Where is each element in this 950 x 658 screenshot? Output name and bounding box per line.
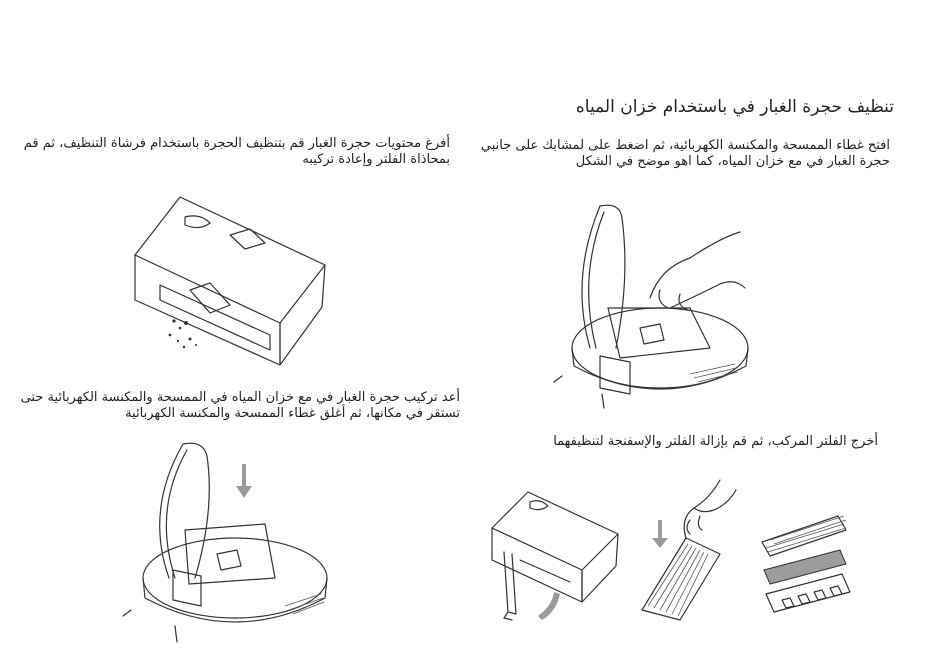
filter-parts-icon — [760, 508, 860, 618]
step-reinstall-text: أعد تركيب حجرة الغبار في مع خزان المياه في الممسحة والمكنسة الكهربائية حتى تستقر في مكانها، ثم أغلق غطاء الممسحة والمكنسة الكهربائية — [20, 390, 460, 421]
step-open-lid-text: افتح غطاء الممسحة والمكنسة الكهربائية، ثم اضغط على لمشابك على جانبي حجرة الغبار في مع خزان المياه، كما اهو موضح في الشكل — [480, 138, 890, 169]
dust-bin-empty-icon — [130, 195, 330, 355]
step-empty-bin-text: أفرغ محتويات حجرة الغبار قم بتنظيف الحجرة باستخدام فرشاة التنظيف، ثم قم بمحاذاة الفلتر وإعادة تركيبه — [23, 136, 450, 167]
robot-lid-open-hand-icon — [560, 198, 760, 410]
step-remove-filter-text: أخرج الفلتر المركب، ثم قم بإزالة الفلتر والإسفنجة لتنظيفهما — [553, 434, 878, 449]
page-title: تنظيف حجرة الغبار في باستخدام خزان المياه — [575, 97, 894, 117]
filter-removal-hand-icon — [640, 480, 740, 620]
dust-bin-pull-filter-icon — [490, 490, 620, 625]
robot-install-bin-icon — [125, 450, 335, 650]
